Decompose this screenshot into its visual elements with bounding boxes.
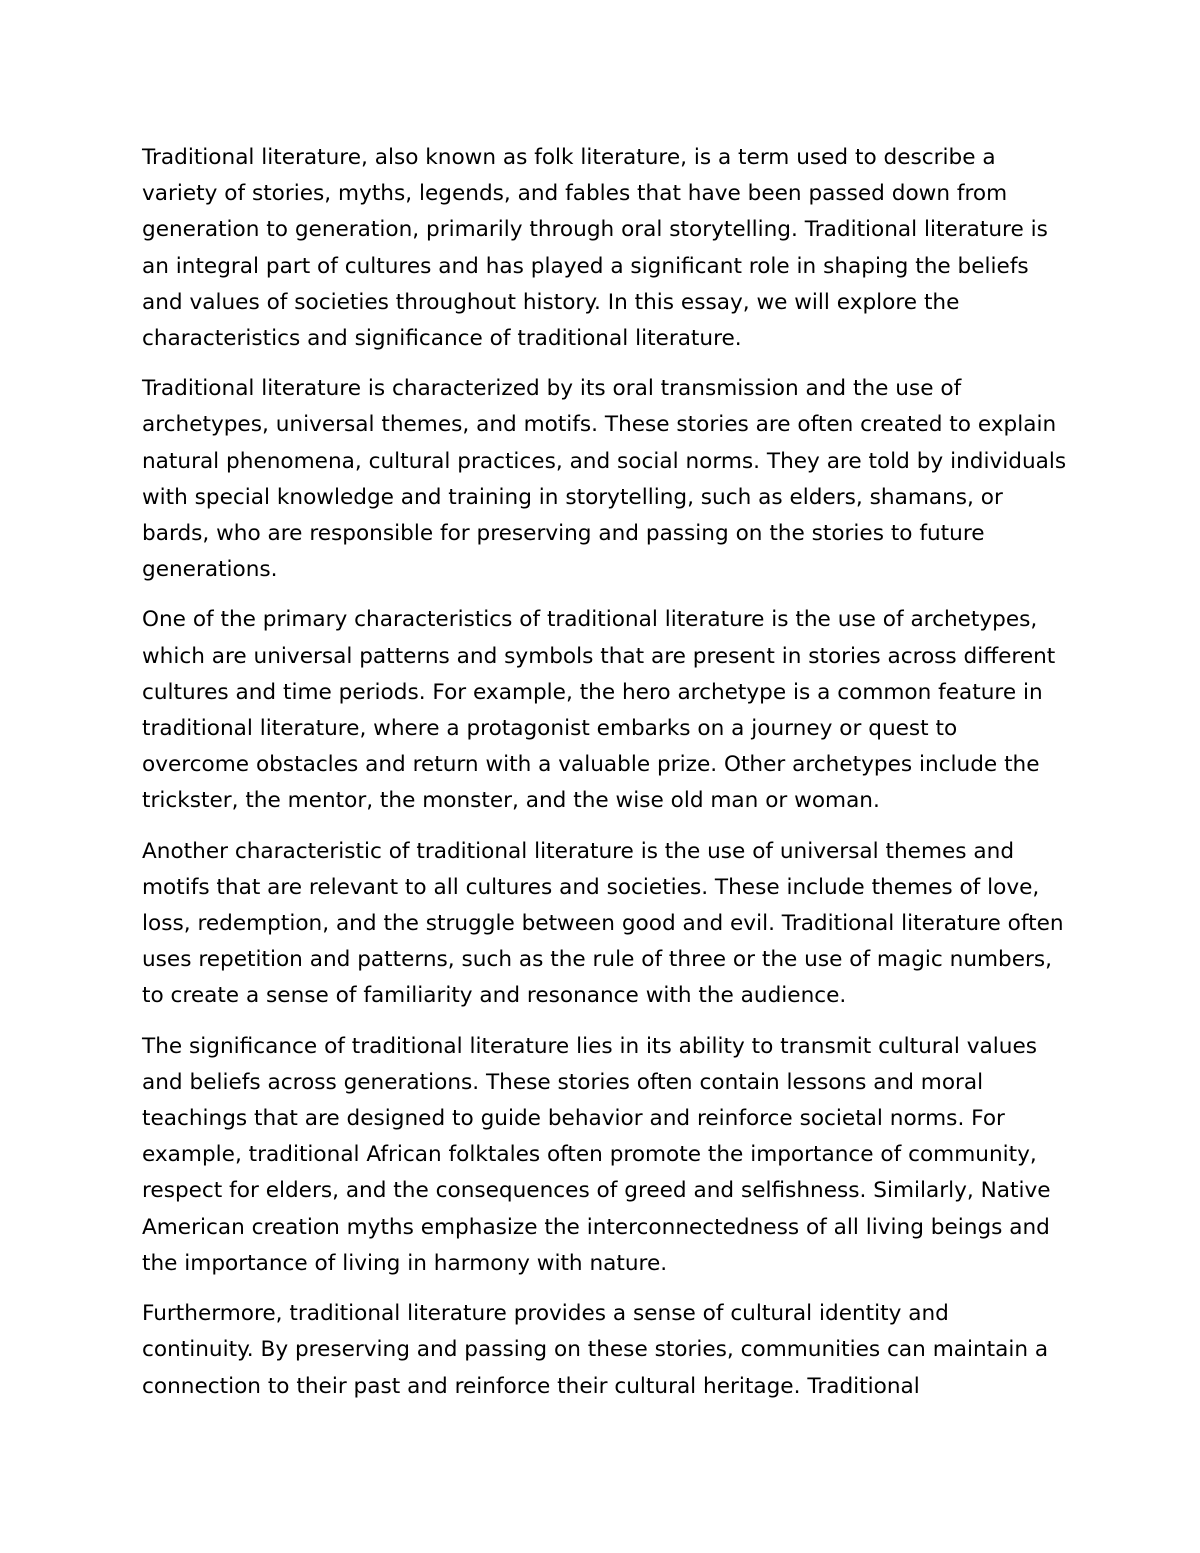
paragraph-3: One of the primary characteristics of traditional literature is the use of archetypes, which are universal patterns and symbols that are present in stories across different cultures and time periods. For example, the hero archetype is a common feature in traditional literature, where a protagonist embarks on a journey or quest to overcome obstacles and return with a valuable prize. Other archetypes include the trickster, the mentor, the monster, and the wise old man or woman.: [142, 607, 1056, 814]
paragraph-6: Furthermore, traditional literature provides a sense of cultural identity and continuity. By preserving and passing on these stories, communities can maintain a connection to their past and reinforce their cultural heritage. Traditional: [142, 1301, 1049, 1399]
paragraph-1: Traditional literature, also known as folk literature, is a term used to describe a variety of stories, myths, legends, and fables that have been passed down from generation to generation, primarily through oral storytelling. Traditional literature is an integral part of cultures and has played a significant role in shaping the beliefs and values of societies throughout history. In this essay, we will explore the characteristics and significance of traditional literature.: [142, 145, 1048, 352]
paragraph-2: Traditional literature is characterized by its oral transmission and the use of archetypes, universal themes, and motifs. These stories are often created to explain natural phenomena, cultural practices, and social norms. They are told by individuals with special knowledge and training in storytelling, such as elders, shamans, or bards, who are responsible for preserving and passing on the stories to future generations.: [142, 376, 1067, 583]
document-body: [142, 140, 1067, 1419]
paragraph-5: The significance of traditional literature lies in its ability to transmit cultural values and beliefs across generations. These stories often contain lessons and moral teachings that are designed to guide behavior and reinforce societal norms. For example, traditional African folktales often promote the importance of community, respect for elders, and the consequences of greed and selfishness. Similarly, Native American creation myths emphasize the interconnectedness of all living beings and the importance of living in harmony with nature.: [142, 1033, 1051, 1276]
paragraph-4: Another characteristic of traditional literature is the use of universal themes and motifs that are relevant to all cultures and societies. These include themes of love, loss, redemption, and the struggle between good and evil. Traditional literature often uses repetition and patterns, such as the rule of three or the use of magic numbers, to create a sense of familiarity and resonance with the audience.: [142, 838, 1064, 1009]
